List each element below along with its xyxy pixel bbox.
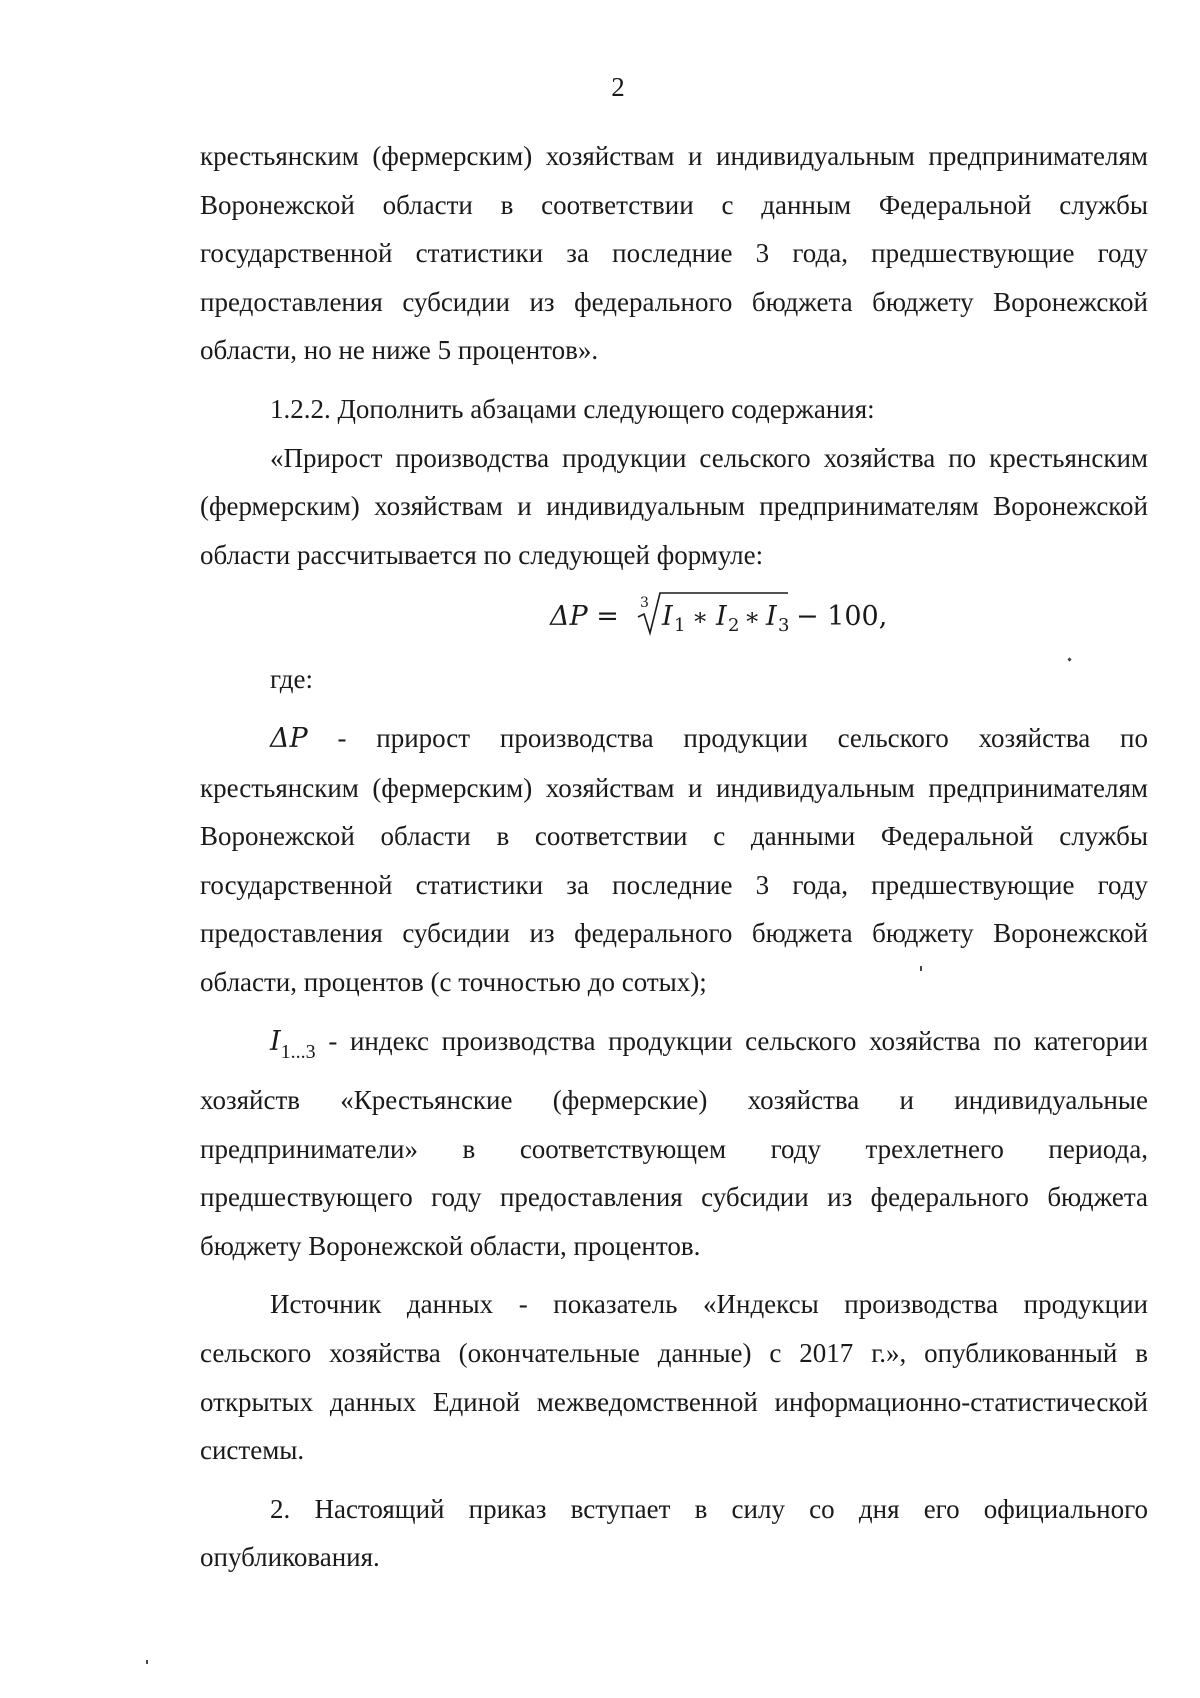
- formula-root-index: 3: [640, 595, 649, 612]
- delta-p-explanation: - прирост производства продукции сельского хозяйства по крестьянским (фермерским) хозяйствам и индивидуальным предпринимателям Воронежской области в соответствии с данными Федеральной службы государственной статистики за последние 3 года, предшествующие году предоставления субсидии из федерального бюджета бюджету Воронежской области, процентов (с точностью до сотых);: [200, 722, 1148, 997]
- document-body: [200, 132, 1148, 1582]
- index-explanation: - индекс производства продукции сельского хозяйства по категории хозяйств «Крестьянские (фермерские) хозяйства и индивидуальные предприниматели» в соответствующем году трехлетнего периода, предшествующего году предоставления субсидии из федерального бюджета бюджету Воронежской области, процентов.: [200, 1025, 1148, 1261]
- formula-sub3: 3: [778, 615, 790, 637]
- formula-i2: I: [716, 601, 727, 633]
- paragraph-index-definition: [200, 1017, 1148, 1271]
- formula-i3: I: [766, 601, 777, 633]
- scan-speck: [920, 966, 922, 971]
- symbol-index-subscript: 1...3: [280, 1040, 316, 1063]
- formula-svg: [550, 583, 888, 645]
- paragraph-data-source: Источник данных - показатель «Индексы производства продукции сельского хозяйства (окончательные данные) с 2017 г.», опубликованный в открытых данных Единой межведомственной информационно-статистической системы.: [200, 1289, 1148, 1466]
- paragraph-amendment-heading: 1.2.2. Дополнить абзацами следующего содержания:: [270, 393, 875, 424]
- formula-lhs: ΔP =: [550, 601, 619, 633]
- formula-op1: ∗: [692, 603, 709, 632]
- formula-i1: I: [662, 601, 673, 633]
- paragraph-continuation: крестьянским (фермерским) хозяйствам и индивидуальным предпринимателям Воронежской области в соответствии с данным Федеральной службы государственной статистики за последние 3 года, предшествующие году предоставления субсидии из федерального бюджета бюджету Воронежской области, но не ниже 5 процентов».: [200, 141, 1148, 366]
- formula-op2: ∗: [744, 603, 761, 632]
- paragraph-entry-into-force: 2. Настоящий приказ вступает в силу со дня его официального опубликования.: [200, 1493, 1148, 1573]
- symbol-delta-p: ΔP: [270, 722, 308, 754]
- paragraph-where: где:: [270, 664, 313, 695]
- scan-speck: [146, 1660, 148, 1664]
- formula-sub2: 2: [728, 615, 740, 637]
- symbol-index: I: [270, 1025, 281, 1057]
- paragraph-delta-p-definition: [200, 714, 1148, 1007]
- page-number: 2: [611, 72, 625, 102]
- paragraph-growth-definition: «Прирост производства продукции сельского хозяйства по крестьянским (фермерским) хозяйствам и индивидуальным предпринимателям Воронежской области рассчитывается по следующей формуле:: [200, 442, 1148, 570]
- formula-tail: − 100,: [796, 601, 888, 633]
- formula-sub1: 1: [674, 615, 686, 637]
- formula-growth: [200, 583, 1148, 645]
